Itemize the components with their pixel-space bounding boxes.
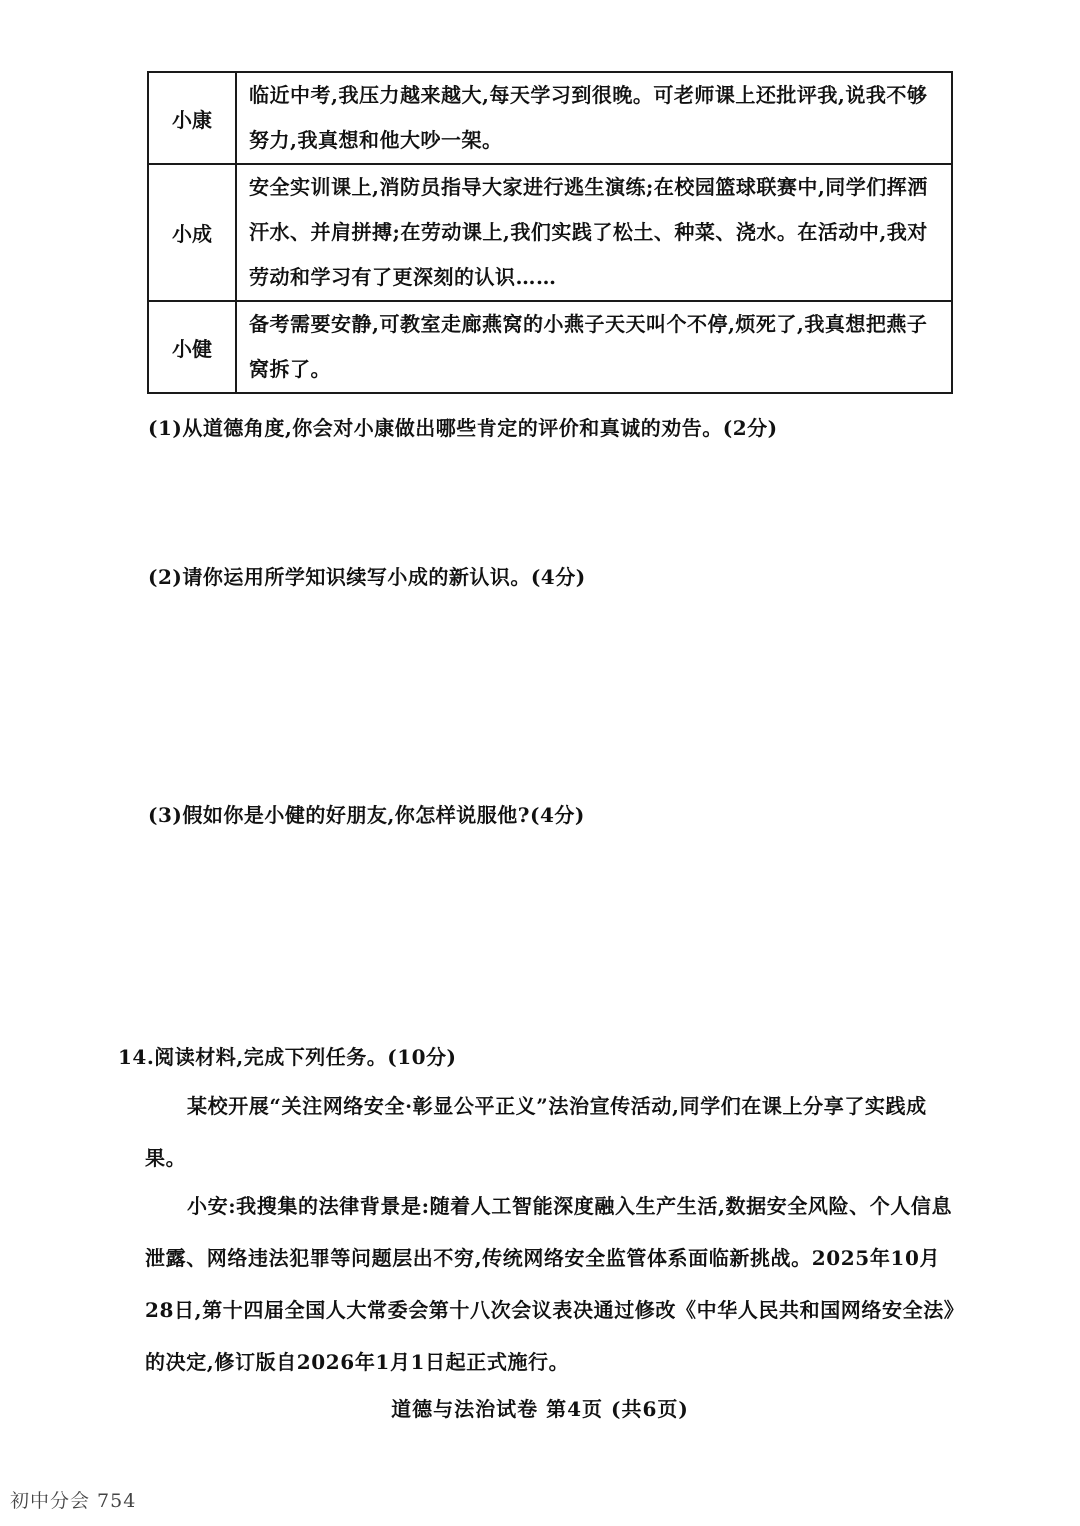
material-paragraph-2: 小安:我搜集的法律背景是:随着人工智能深度融入生产生活,数据安全风险、个人信息泄露、网络违法犯罪等问题层出不穷,传统网络安全监管体系面临新挑战。2025年10月28日,第十四届全国人大常委会第十八次会议表决通过修改《中华人民共和国网络安全法》的决定,修订版自2026年1月1日起正式施行。 (145, 1194, 955, 1374)
question-1: (1)从道德角度,你会对小康做出哪些肯定的评价和真诚的劝告。(2分) (148, 416, 778, 440)
question-3: (3)假如你是小健的好朋友,你怎样说服他?(4分) (148, 803, 585, 827)
question-14-title: 14.阅读材料,完成下列任务。(10分) (118, 1045, 457, 1069)
watermark-label: 初中分会 754 (10, 1490, 137, 1512)
student-name: 小康 (148, 72, 236, 164)
material-paragraph-1: 某校开展“关注网络安全·彰显公平正义”法治宣传活动,同学们在课上分享了实践成果。 (145, 1094, 927, 1170)
table-row (148, 72, 952, 164)
student-statement: 备考需要安静,可教室走廊燕窝的小燕子天天叫个不停,烦死了,我真想把燕子窝拆了。 (236, 301, 952, 393)
student-statement: 临近中考,我压力越来越大,每天学习到很晚。可老师课上还批评我,说我不够努力,我真想和他大吵一架。 (236, 72, 952, 164)
student-cases-table (147, 71, 953, 394)
student-statement: 安全实训课上,消防员指导大家进行逃生演练;在校园篮球联赛中,同学们挥洒汗水、并肩拼搏;在劳动课上,我们实践了松土、种菜、浇水。在活动中,我对劳动和学习有了更深刻的认识…… (236, 164, 952, 301)
page-footer: 道德与法治试卷 第4页 (共6页) (391, 1397, 689, 1421)
question-2: (2)请你运用所学知识续写小成的新认识。(4分) (148, 565, 586, 589)
student-name: 小健 (148, 301, 236, 393)
table-row (148, 164, 952, 301)
student-name: 小成 (148, 164, 236, 301)
table-row (148, 301, 952, 393)
